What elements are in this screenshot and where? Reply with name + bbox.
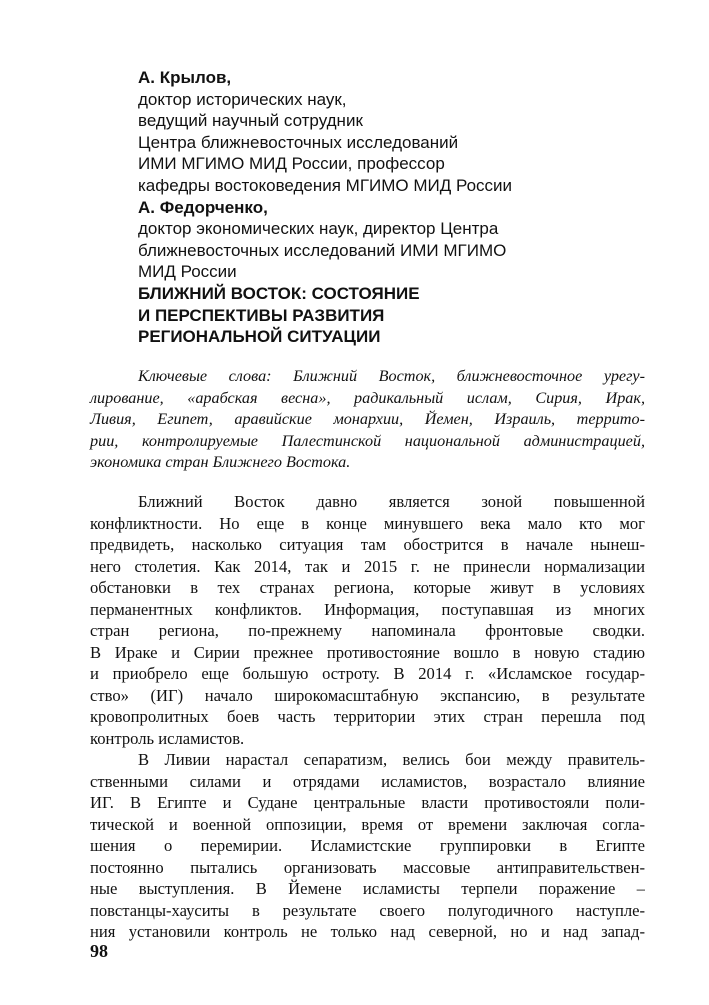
text-line: постоянно пытались организовать массовые антиправительствен- xyxy=(90,857,645,877)
author-name: А. Крылов, xyxy=(138,68,232,87)
text-line: ные выступления. В Йемене исламисты терпели поражение – xyxy=(90,879,645,898)
text-line: ИГ. В Египте и Судане центральные власти противостояли поли- xyxy=(90,793,645,812)
text-line: него столетия. Как 2014, так и 2015 г. не принесли нормализации xyxy=(90,556,645,576)
author-affiliation-line: МИД России xyxy=(138,262,237,282)
article-title-line: РЕГИОНАЛЬНОЙ СИТУАЦИИ xyxy=(138,327,381,347)
keywords-line: Ключевые слова: Ближний Восток, ближневосточное урегу- xyxy=(138,367,645,385)
paragraph xyxy=(90,749,645,943)
text-line: перманентных конфликтов. Информация, поступавшая из многих xyxy=(90,599,645,619)
author-affiliation-line: ИМИ МГИМО МИД России, профессор xyxy=(138,154,445,174)
text-line: В Ираке и Сирии прежнее противостояние вошло в новую стадию xyxy=(90,642,645,662)
text-line: конфликтности. Но еще в конце минувшего века мало кто мог xyxy=(90,513,645,533)
text-line: контроль исламистов. xyxy=(90,728,245,748)
author-name: А. Федорченко, xyxy=(138,197,268,217)
text-line: В Ливии нарастал сепаратизм, велись бои между правитель- xyxy=(138,750,645,769)
text-line: стран региона, по-прежнему напоминала фронтовые сводки. xyxy=(90,621,645,640)
text-line: ственными силами и отрядами исламистов, возрастало влияние xyxy=(90,771,645,791)
paragraph xyxy=(90,491,645,749)
keywords-line: Ливия, Египет, аравийские монархии, Йемен, Израиль, террито- xyxy=(90,410,645,429)
text-line: обстановки в тех странах региона, которые живут в условиях xyxy=(90,578,645,597)
text-line: ство» (ИГ) начало широкомасштабную экспансию, в результате xyxy=(90,685,645,705)
author-affiliation-line: Центра ближневосточных исследований xyxy=(138,132,459,152)
keywords-block xyxy=(90,366,645,474)
keywords-line: лирование, «арабская весна», радикальный ислам, Сирия, Ирак, xyxy=(90,388,645,407)
text-line: повстанцы-хауситы в результате своего полугодичного наступле- xyxy=(90,900,645,920)
text-line: ния установили контроль не только над северной, но и над запад- xyxy=(90,922,645,941)
text-line: кровопролитных боев часть территории этих стран перешла под xyxy=(90,707,645,726)
author-affiliation-line: доктор экономических наук, директор Центра xyxy=(138,219,499,239)
text-line: предвидеть, насколько ситуация там обострится в начале нынеш- xyxy=(90,535,645,554)
article-body xyxy=(90,491,645,943)
article-title-line: БЛИЖНИЙ ВОСТОК: СОСТОЯНИЕ xyxy=(138,283,420,303)
author-block xyxy=(138,67,658,348)
author-affiliation-line: доктор исторических наук, xyxy=(138,89,347,109)
author-affiliation-line: кафедры востоковедения МГИМО МИД России xyxy=(138,175,513,195)
article-title-line: И ПЕРСПЕКТИВЫ РАЗВИТИЯ xyxy=(138,305,385,325)
author-affiliation-line: ведущий научный сотрудник xyxy=(138,111,363,131)
keywords-line: экономика стран Ближнего Востока. xyxy=(90,453,351,472)
text-line: и приобрело еще большую остроту. В 2014 г. «Исламское государ- xyxy=(90,664,645,683)
author-affiliation-line: ближневосточных исследований ИМИ МГИМО xyxy=(138,240,507,260)
page-number: 98 xyxy=(90,941,108,961)
text-line: Ближний Восток давно является зоной повышенной xyxy=(138,492,645,511)
text-line: тической и военной оппозиции, время от времени заключая согла- xyxy=(90,814,645,834)
text-line: шения о перемирии. Исламистские группировки в Египте xyxy=(90,836,645,855)
keywords-line: рии, контролируемые Палестинской национальной администрацией, xyxy=(90,431,645,450)
